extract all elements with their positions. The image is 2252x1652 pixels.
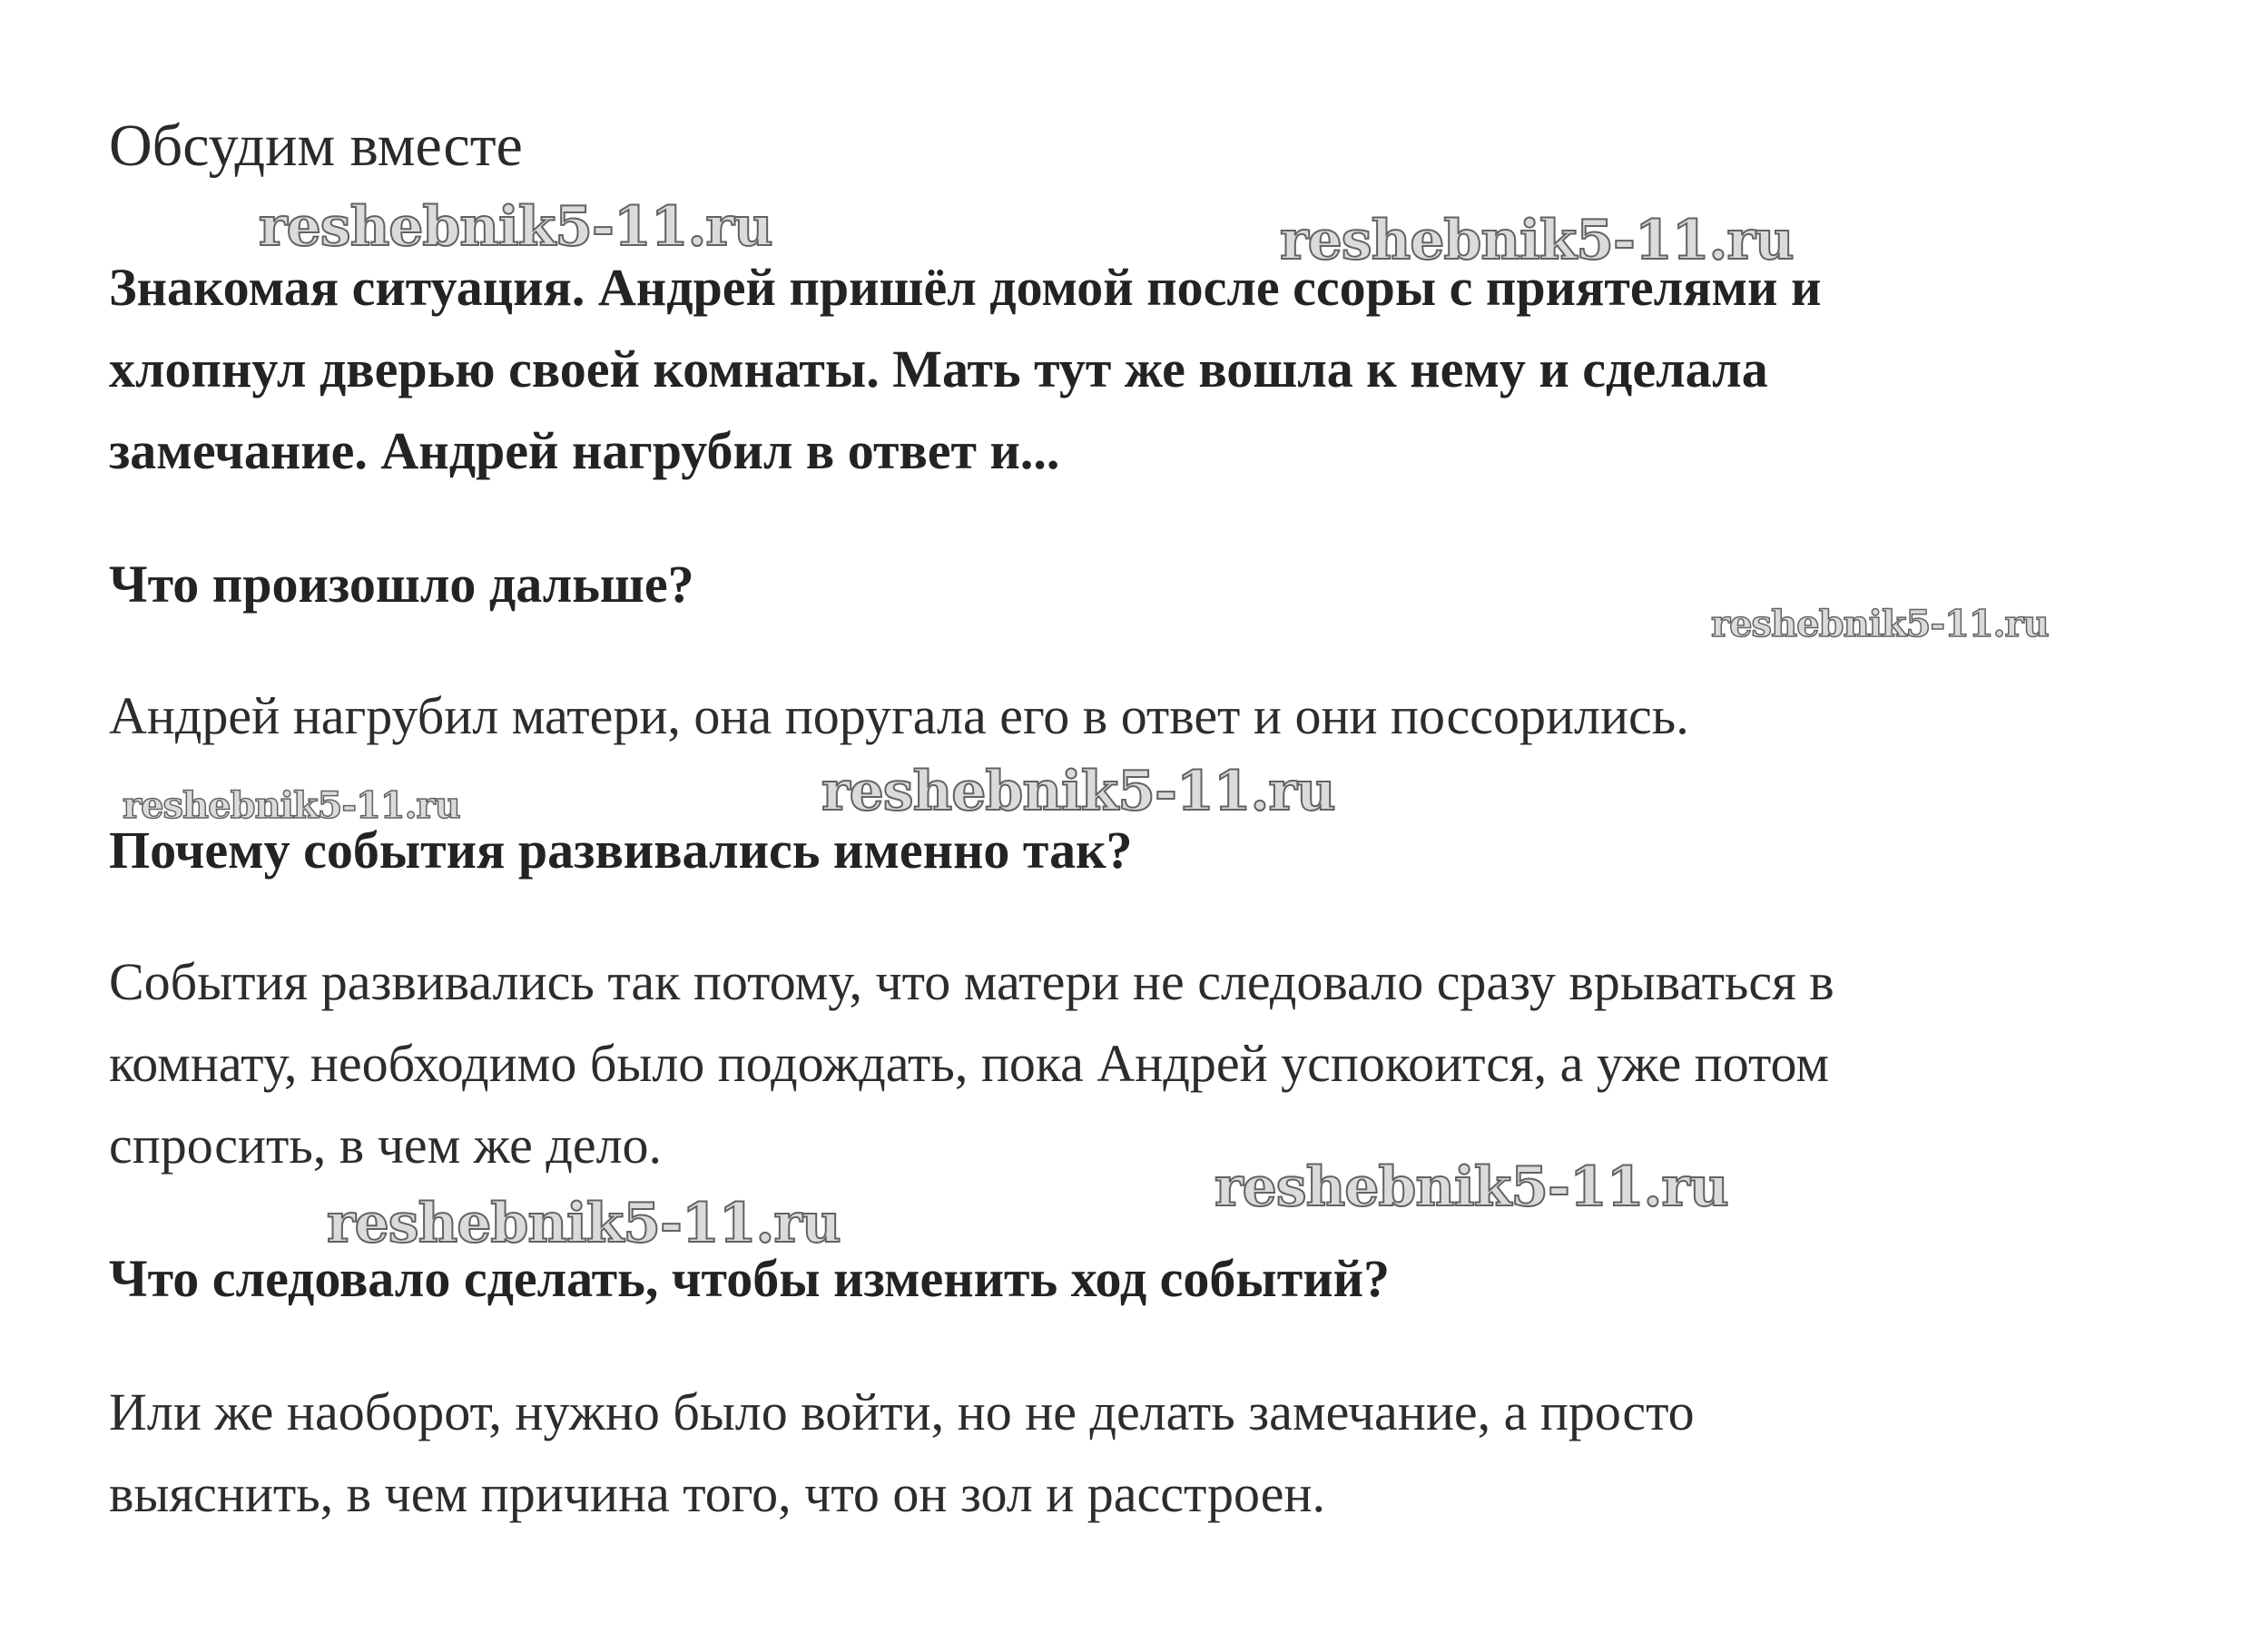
watermark: reshebnik5-11.ru: [1280, 209, 1794, 272]
answer-2-line-1: События развивались так потому, что матери не следовало сразу врываться в: [109, 952, 1834, 1011]
answer-3-line-1: Или же наоборот, нужно было войти, но не делать замечание, а просто: [109, 1382, 1695, 1441]
question-2: Почему события развивались именно так?: [109, 821, 1133, 880]
watermark: reshebnik5-11.ru: [123, 784, 460, 827]
answer-1-line-1: Андрей нагрубил матери, она поругала его в ответ и они поссорились.: [109, 686, 1689, 745]
answer-2-line-2: комнату, необходимо было подождать, пока Андрей успокоится, а уже потом: [109, 1034, 1830, 1093]
question-3: Что следовало сделать, чтобы изменить ход событий?: [109, 1249, 1391, 1308]
watermark: reshebnik5-11.ru: [327, 1192, 841, 1255]
situation-line-2: хлопнул дверью своей комнаты. Мать тут же вошла к нему и сделала: [109, 339, 1768, 398]
watermark: reshebnik5-11.ru: [259, 195, 772, 259]
section-heading: Обсудим вместе: [109, 113, 523, 179]
question-1: Что произошло дальше?: [109, 555, 694, 614]
answer-2-line-3: спросить, в чем же дело.: [109, 1116, 663, 1175]
situation-line-1: Знакомая ситуация. Андрей пришёл домой после ссоры с приятелями и: [109, 258, 1822, 317]
watermark: reshebnik5-11.ru: [1215, 1155, 1728, 1219]
watermark: reshebnik5-11.ru: [1711, 603, 2049, 645]
watermark: reshebnik5-11.ru: [821, 760, 1335, 823]
situation-line-3: замечание. Андрей нагрубил в ответ и...: [109, 421, 1060, 480]
answer-3-line-2: выяснить, в чем причина того, что он зол и расстроен.: [109, 1464, 1326, 1523]
